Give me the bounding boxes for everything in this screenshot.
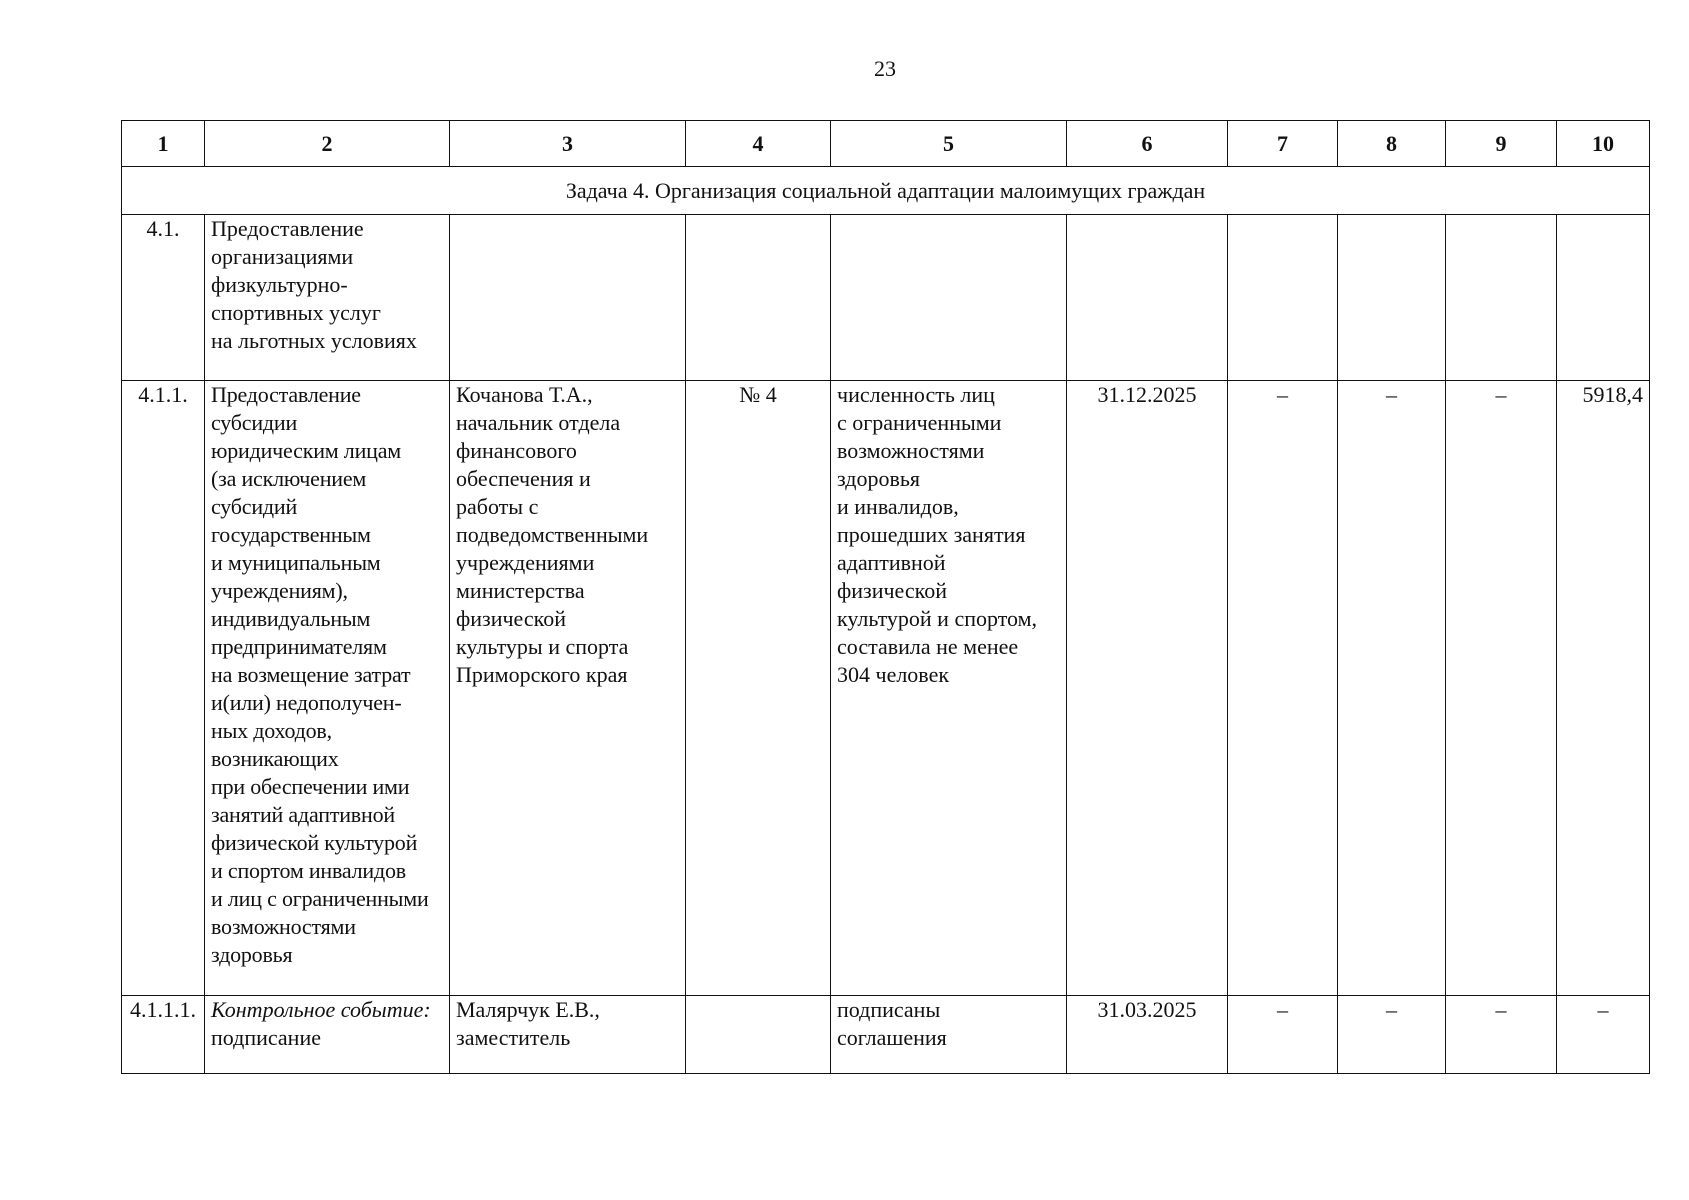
empty-cell	[1228, 215, 1338, 381]
row-col7: –	[1228, 996, 1338, 1074]
row-date: 31.03.2025	[1067, 996, 1228, 1074]
row-result: численность лиц с ограниченными возможностями здоровья и инвалидов, прошедших занятия адаптивной физической культурой и спортом, составила не менее 304 человек	[831, 381, 1067, 996]
empty-cell	[686, 996, 831, 1074]
row-col9: –	[1446, 381, 1557, 996]
task-row	[122, 167, 1650, 215]
column-header-3: 3	[450, 121, 686, 167]
row-number: 4.1.	[122, 215, 205, 381]
row-name: Предоставление субсидии юридическим лицам (за исключением субсидий государственным и муниципальным учреждениям), индивидуальным предпринимателям на возмещение затрат и(или) недополучен- ных доходов, возникающих при обеспечении ими занятий адаптивной физической культурой и спортом инвалидов и лиц с ограниченными возможностями здоровья	[205, 381, 450, 996]
row-responsible: Малярчук Е.В., заместитель	[450, 996, 686, 1074]
control-event-label: Контрольное событие:	[211, 997, 431, 1022]
column-header-2: 2	[205, 121, 450, 167]
row-number: 4.1.1.	[122, 381, 205, 996]
column-header-6: 6	[1067, 121, 1228, 167]
row-col9: –	[1446, 996, 1557, 1074]
column-header-1: 1	[122, 121, 205, 167]
row-col4: № 4	[686, 381, 831, 996]
column-header-10: 10	[1557, 121, 1650, 167]
column-header-4: 4	[686, 121, 831, 167]
empty-cell	[1557, 215, 1650, 381]
empty-cell	[686, 215, 831, 381]
row-col8: –	[1338, 381, 1446, 996]
empty-cell	[831, 215, 1067, 381]
table-row	[122, 381, 1650, 996]
task-title: Задача 4. Организация социальной адаптации малоимущих граждан	[122, 167, 1650, 215]
row-col10: 5918,4	[1557, 381, 1650, 996]
column-header-9: 9	[1446, 121, 1557, 167]
empty-cell	[450, 215, 686, 381]
row-col8: –	[1338, 996, 1446, 1074]
row-responsible: Кочанова Т.А., начальник отдела финансового обеспечения и работы с подведомственными учреждениями министерства физической культуры и спорта Приморского края	[450, 381, 686, 996]
plan-table	[121, 120, 1650, 1074]
row-name-text: подписание	[211, 1025, 321, 1050]
empty-cell	[1067, 215, 1228, 381]
row-name: Предоставление организациями физкультурно- спортивных услуг на льготных условиях	[205, 215, 450, 381]
row-col10: –	[1557, 996, 1650, 1074]
table-row	[122, 215, 1650, 381]
row-result: подписаны соглашения	[831, 996, 1067, 1074]
row-col7: –	[1228, 381, 1338, 996]
empty-cell	[1338, 215, 1446, 381]
row-number: 4.1.1.1.	[122, 996, 205, 1074]
table-row	[122, 996, 1650, 1074]
column-header-7: 7	[1228, 121, 1338, 167]
row-name	[205, 996, 450, 1074]
row-date: 31.12.2025	[1067, 381, 1228, 996]
column-header-8: 8	[1338, 121, 1446, 167]
column-header-5: 5	[831, 121, 1067, 167]
header-row	[122, 121, 1650, 167]
page-number: 23	[874, 56, 896, 81]
empty-cell	[1446, 215, 1557, 381]
